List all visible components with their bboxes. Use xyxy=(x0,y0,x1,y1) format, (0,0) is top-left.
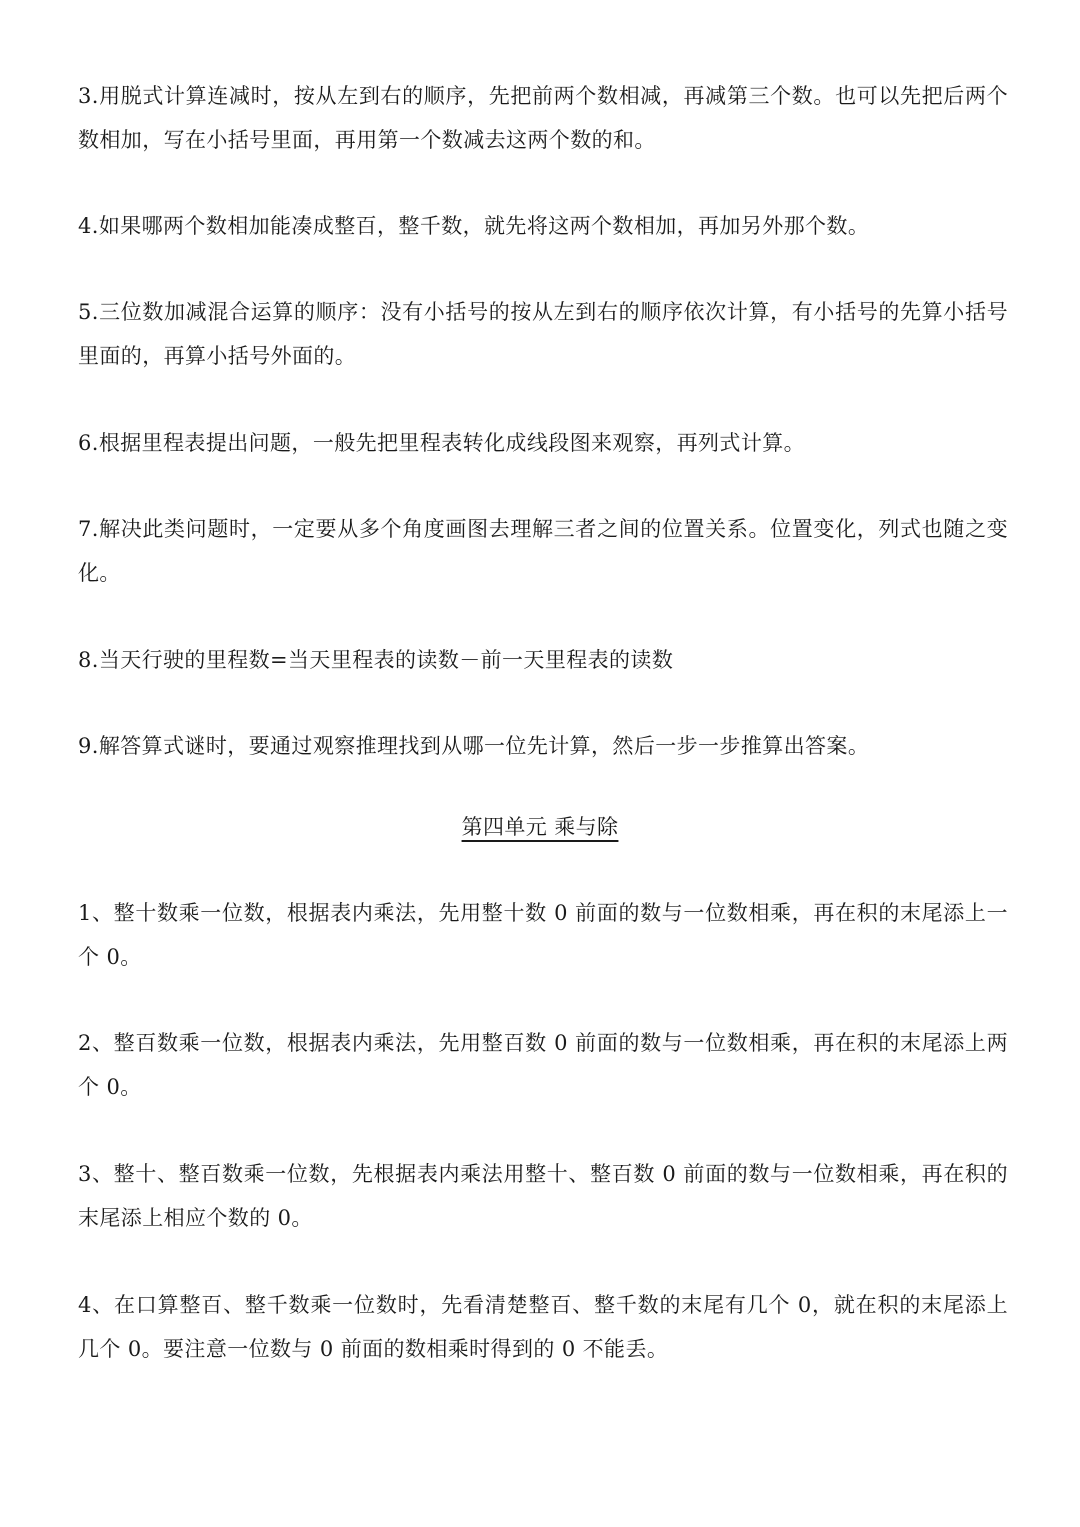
unit4-heading xyxy=(0,805,1080,849)
unit3-item-7: 7.解决此类问题时，一定要从多个角度画图去理解三者之间的位置关系。位置变化，列式也随之变化。 xyxy=(78,517,1008,585)
unit3-item-8: 8.当天行驶的里程数=当天里程表的读数－前一天里程表的读数 xyxy=(78,648,674,672)
unit3-item-3: 3.用脱式计算连减时，按从左到右的顺序，先把前两个数相减，再减第三个数。也可以先把后两个数相加，写在小括号里面，再用第一个数减去这两个数的和。 xyxy=(78,84,1008,152)
unit3-item-4: 4.如果哪两个数相加能凑成整百，整千数，就先将这两个数相加，再加另外那个数。 xyxy=(78,214,870,238)
unit4-item-2: 2、整百数乘一位数，根据表内乘法，先用整百数 0 前面的数与一位数相乘，再在积的末尾添上两个 0。 xyxy=(78,1031,1008,1099)
unit4-item-3: 3、整十、整百数乘一位数，先根据表内乘法用整十、整百数 0 前面的数与一位数相乘，再在积的末尾添上相应个数的 0。 xyxy=(78,1162,1008,1230)
unit3-item-9: 9.解答算式谜时，要通过观察推理找到从哪一位先计算，然后一步一步推算出答案。 xyxy=(78,734,870,758)
unit4-item-4: 4、在口算整百、整千数乘一位数时，先看清楚整百、整千数的末尾有几个 0，就在积的末尾添上几个 0。要注意一位数与 0 前面的数相乘时得到的 0 不能丢。 xyxy=(78,1293,1008,1361)
unit4-heading-text: 第四单元 乘与除 xyxy=(461,815,619,839)
unit3-item-6: 6.根据里程表提出问题，一般先把里程表转化成线段图来观察，再列式计算。 xyxy=(78,431,806,455)
unit3-item-5: 5.三位数加减混合运算的顺序：没有小括号的按从左到右的顺序依次计算，有小括号的先算小括号里面的，再算小括号外面的。 xyxy=(78,300,1008,368)
unit4-item-1: 1、整十数乘一位数，根据表内乘法，先用整十数 0 前面的数与一位数相乘，再在积的末尾添上一个 0。 xyxy=(78,901,1008,969)
